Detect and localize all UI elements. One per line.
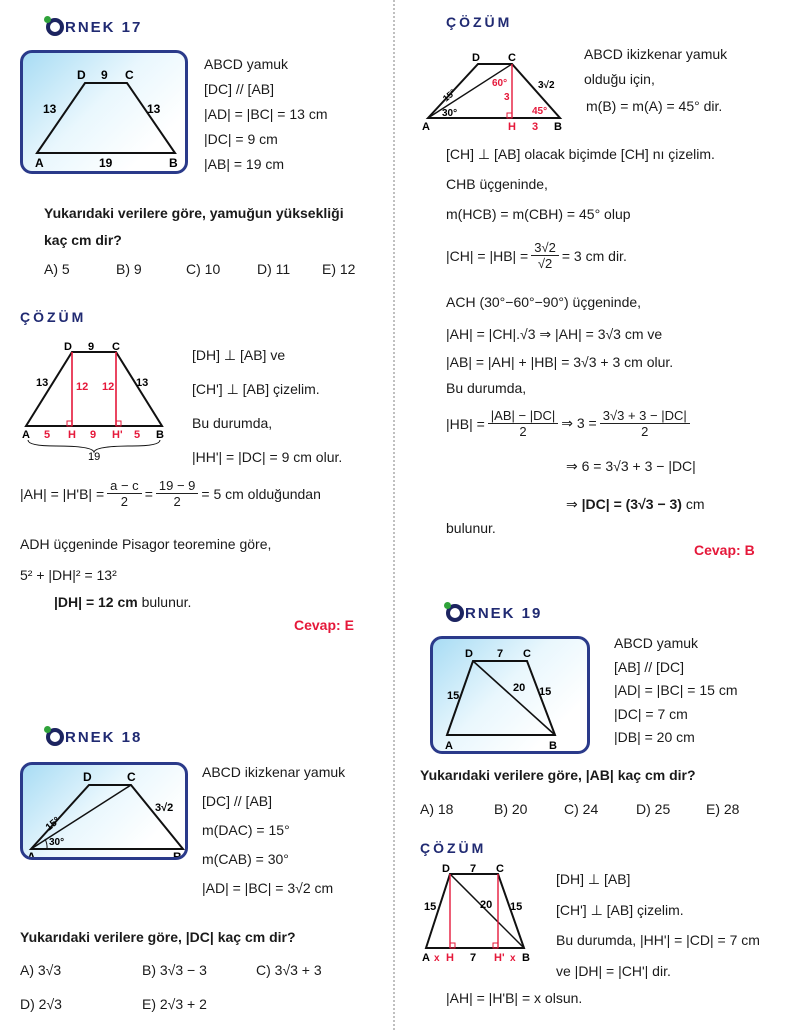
fraction [531,240,559,271]
question-line: Yukarıdaki verilere göre, yamuğun yüksekliği [44,205,344,221]
line-4-left: |CH| = |HB| = [446,247,529,264]
label-diagonal: 20 [480,899,493,911]
example-19-question: Yukarıdaki verilere göre, |AB| kaç cm dir? [420,767,696,783]
solution-17-text [192,338,342,474]
example-19-title [446,604,542,622]
ah-equation-left: |AH| = |H'B| = [20,485,105,502]
label-h: H [508,121,516,132]
sol19-last-line: |AH| = |H'B| = x olsun. [446,990,583,1006]
example-19-title-text: RNEK 19 [465,604,543,622]
label-h2: 12 [102,381,115,393]
given-line: |AD| = |BC| = 3√2 cm [202,880,334,896]
given-line: |DB| = 20 cm [614,729,695,745]
sol18-line-10: ⇒ 6 = 3√3 + 3 − |DC| [566,458,696,474]
example-19-figure [430,636,590,754]
dh-result [54,594,191,610]
solution-19-trapezoid [418,862,542,964]
intro-line: olduğu için, [584,71,655,87]
label-left: 15 [424,901,437,913]
label-left: 15 [447,690,460,702]
solution-17-figure [16,338,176,460]
trapezoid-heights-figure [16,338,176,460]
label-height: 3 [504,92,510,103]
ex19-choice-b: B) 20 [494,801,528,817]
fraction [600,408,690,439]
label-a: A [445,740,453,752]
label-d: D [83,770,92,784]
given-line: |AD| = |BC| = 13 cm [204,106,328,122]
example-17-question [44,200,344,254]
answer-17: Cevap: E [294,617,354,633]
given-line: |AB| = 19 cm [204,156,285,172]
given-line: [DC] // [AB] [204,81,275,97]
ex17-choice-b: B) 9 [116,261,142,277]
sol18-line-7: |AB| = |AH| + |HB| = 3√3 + 3 cm olur. [446,354,674,370]
ex18-choice-d: D) 2√3 [20,996,62,1012]
example-17-given [204,52,327,177]
label-right: 15 [539,686,552,698]
label-b: B [169,156,178,170]
label-side: 3√2 [155,802,174,814]
solution-19-text [556,864,760,986]
denominator: 2 [120,494,129,509]
dc-result-unit: cm [685,496,705,512]
ex17-choice-a: A) 5 [44,261,70,277]
label-angle-15: 15° [43,815,63,834]
label-angle-15: 15° [440,87,458,104]
label-h: H [68,429,76,441]
o-logo-icon [446,604,464,622]
sol18-line-8: Bu durumda, [446,380,527,396]
fraction [488,408,558,439]
ex17-choice-d: D) 11 [257,261,291,277]
numerator: 3√2 [531,240,559,256]
ex18-choice-c: C) 3√3 + 3 [256,962,322,978]
example-19-given [614,632,737,750]
example-18-figure [20,762,188,863]
ex18-choice-b: B) 3√3 − 3 [142,962,207,978]
numerator: 19 − 9 [156,478,199,494]
sol18-line-6: |AH| = |CH|.√3 ⇒ |AH| = 3√3 cm ve [446,326,663,342]
label-c: C [508,52,516,64]
ex18-choice-e: E) 2√3 + 2 [142,996,207,1012]
solution-18-figure [420,46,570,132]
angles-equal-line: m(B) = m(A) = 45° dir. [586,98,723,114]
sol18-line-4 [446,240,627,271]
ex17-choice-e: E) 12 [322,261,356,277]
line-4-right: = 3 cm dir. [561,247,627,264]
label-a: A [422,952,430,964]
label-b: B [522,952,530,964]
label-d: D [465,648,473,660]
ex19-choice-e: E) 28 [706,801,740,817]
solution-line: |HH'| = |DC| = 9 cm olur. [192,449,343,465]
example-18-question: Yukarıdaki verilere göre, |DC| kaç cm dir? [20,929,296,945]
label-angle-45: 45° [532,106,548,117]
label-d: D [64,341,72,353]
label-c: C [127,770,136,784]
line-9-mid: ⇒ 3 = [561,415,597,431]
pythagoras-equation: 5² + |DH|² = 13² [20,567,117,583]
given-line: ABCD yamuk [204,56,289,72]
ah-equation: |AH| = |H'B| = $\frac{a - c}{2}$ = $\frac{19 - 9}{2}$ = 5 cm olduğundan [20,478,321,509]
given-line: |AD| = |BC| = 15 cm [614,682,738,698]
sol18-line-3: m(HCB) = m(CBH) = 45° olup [446,206,631,222]
trapezoid-diagonal-figure [433,639,590,754]
label-left: 13 [36,377,49,389]
solution-line: [DH] ⊥ [AB] ve [192,347,286,363]
solution-line: Bu durumda, [192,415,273,431]
column-divider [393,0,395,1030]
denominator: 2 [519,424,527,439]
line-9-left: |HB| = [446,415,485,432]
ex19-choice-c: C) 24 [564,801,599,817]
label-a: A [27,850,36,863]
label-a: A [422,121,430,132]
given-line: |DC| = 9 cm [204,131,278,147]
label-angle-60: 60° [492,78,508,89]
label-h-prime: H' [112,429,123,441]
label-h1: 12 [76,381,89,393]
solution-18-intro [584,42,727,92]
trapezoid-figure [23,53,188,174]
solution-line: ve |DH| = |CH'| dir. [556,962,671,979]
label-left: 13 [43,102,57,116]
label-bottom: 19 [99,156,113,170]
sol18-line-9 [446,408,693,439]
given-line: ABCD yamuk [614,635,699,651]
solution-line: [CH'] ⊥ [AB] çizelim. [192,381,320,397]
solution-17-title: ÇÖZÜM [20,309,87,325]
given-line: m(DAC) = 15° [202,822,290,838]
label-h-prime: H' [494,952,505,964]
ex19-choice-a: A) 18 [420,801,454,817]
o-logo-icon [46,18,64,36]
example-17-title [46,18,142,36]
dh-result-bold: |DH| = 12 cm [54,594,138,610]
label-angle-30: 30° [49,837,65,848]
solution-19-title: ÇÖZÜM [420,840,487,856]
label-top: 7 [497,648,504,660]
sol18-line-2: CHB üçgeninde, [446,176,548,192]
implies-arrow: ⇒ [566,496,578,512]
label-h: H [446,952,454,964]
label-hb: 3 [532,121,539,132]
ex17-choice-c: C) 10 [186,261,221,277]
label-right: 13 [147,102,161,116]
denominator: 2 [173,494,181,509]
solution-line: [CH'] ⊥ [AB] çizelim. [556,901,684,918]
solution-18-title: ÇÖZÜM [446,14,513,30]
label-right: 15 [510,901,523,913]
example-17-title-text: RNEK 17 [65,18,143,36]
label-s2: 9 [90,429,97,441]
given-line: m(CAB) = 30° [202,851,289,867]
label-d: D [472,52,480,64]
denominator: √2 [537,256,553,271]
given-line: ABCD ikizkenar yamuk [202,764,346,780]
label-top: 7 [470,863,477,875]
label-d: D [77,68,86,82]
intro-line: ABCD ikizkenar yamuk [584,46,728,62]
solution-line: Bu durumda, |HH'| = |CD| = 7 cm [556,932,760,948]
label-c: C [523,648,531,660]
isosceles-trapezoid-figure [23,765,188,863]
solution-18-trapezoid [420,46,570,132]
sol18-line-11 [566,496,705,513]
example-18-title [46,728,142,746]
ex18-choice-a: A) 3√3 [20,962,62,978]
label-s1: 5 [44,429,51,441]
fraction [156,478,199,509]
sol18-line-1: [CH] ⊥ [AB] olacak biçimde [CH] nı çizelim. [446,146,715,162]
given-line: [AB] // [DC] [614,658,685,675]
label-c: C [125,68,134,82]
label-angle-30: 30° [442,108,458,119]
sol18-line-5: ACH (30°−60°−90°) üçgeninde, [446,294,642,310]
numerator: a − c [107,478,142,494]
numerator: |AB| − |DC| [488,408,558,424]
pisagor-line: ADH üçgeninde Pisagor teoremine göre, [20,536,272,552]
label-x2: x [510,953,516,964]
label-top: 9 [101,68,108,82]
label-b: B [549,740,557,752]
solution-line: [DH] ⊥ [AB] [556,871,631,887]
o-logo-icon [46,728,64,746]
label-side: 3√2 [538,80,555,91]
label-a: A [22,429,30,441]
label-b: B [156,429,164,441]
given-line: |DC| = 7 cm [614,705,688,722]
label-a: A [35,156,44,170]
label-b: B [173,850,182,863]
label-top: 9 [88,341,95,353]
denominator: 2 [641,424,649,439]
given-line: [DC] // [AB] [202,793,273,809]
numerator: 3√3 + 3 − |DC| [600,408,690,424]
label-c: C [496,863,504,875]
sol18-line-12: bulunur. [446,520,496,536]
answer-18: Cevap: B [694,542,755,558]
dc-result-bold: |DC| = (3√3 − 3) [581,496,682,512]
label-mid: 7 [470,952,477,964]
example-18-title-text: RNEK 18 [65,728,143,746]
label-right: 13 [136,377,149,389]
label-bottom: 19 [88,451,101,460]
question-line: kaç cm dir? [44,232,122,248]
fraction [107,478,142,509]
label-x1: x [434,953,440,964]
example-17-figure [20,50,188,174]
ah-equation-right: = 5 cm olduğundan [201,485,321,502]
ex19-choice-d: D) 25 [636,801,671,817]
dh-result-rest: bulunur. [141,594,192,610]
solution-19-figure [418,862,542,964]
label-d: D [442,863,450,875]
example-18-given [202,758,345,903]
label-diagonal: 20 [513,682,526,694]
label-s3: 5 [134,429,141,441]
label-c: C [112,341,120,353]
label-b: B [554,121,562,132]
